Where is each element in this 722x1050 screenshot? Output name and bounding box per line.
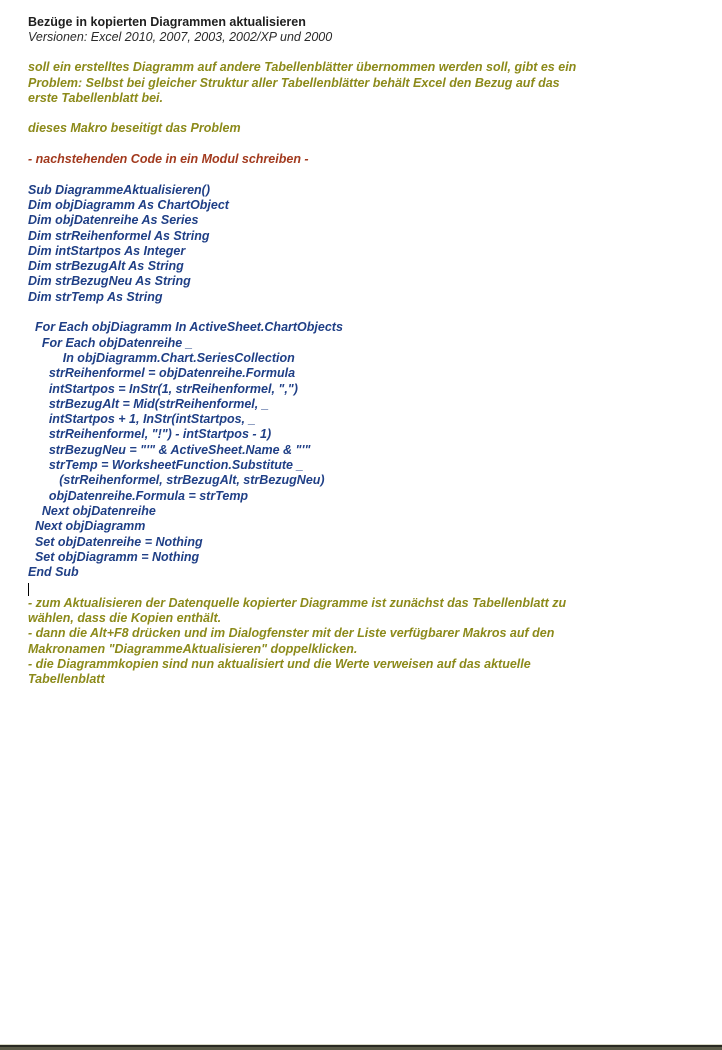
text-cursor xyxy=(28,583,29,596)
code-body xyxy=(28,320,708,580)
intro-line: Problem: Selbst bei gleicher Struktur aller Tabellenblätter behält Excel den Bezug auf das xyxy=(28,75,560,90)
code-line: strTemp = WorksheetFunction.Substitute _ xyxy=(28,458,304,473)
note-line: - zum Aktualisieren der Datenquelle kopierter Diagramme ist zunächst das Tabellenblatt zu xyxy=(28,595,567,610)
note-line: - dann die Alt+F8 drücken und im Dialogfenster mit der Liste verfügbarer Makros auf den xyxy=(28,626,555,641)
code-line: Dim intStartpos As Integer xyxy=(28,243,186,258)
note-line: Tabellenblatt xyxy=(28,672,105,687)
code-line: For Each objDatenreihe _ xyxy=(28,335,193,350)
document-title: Bezüge in kopierten Diagrammen aktualisieren xyxy=(28,15,306,29)
intro-line: soll ein erstelltes Diagramm auf andere Tabellenblätter übernommen werden soll, gibt es ein xyxy=(28,60,577,75)
note-line: wählen, dass die Kopien enthält. xyxy=(28,610,222,625)
code-line: Set objDiagramm = Nothing xyxy=(28,549,200,564)
code-line: strReihenformel = objDatenreihe.Formula xyxy=(28,366,296,381)
code-line: Next objDatenreihe xyxy=(28,503,156,518)
solution-line: dieses Makro beseitigt das Problem xyxy=(28,121,241,136)
code-line: objDatenreihe.Formula = strTemp xyxy=(28,488,249,503)
code-line: Dim objDiagramm As ChartObject xyxy=(28,197,229,212)
code-line: In objDiagramm.Chart.SeriesCollection xyxy=(28,350,295,365)
note-line: - die Diagrammkopien sind nun aktualisiert und die Werte verweisen auf das aktuelle xyxy=(28,656,531,671)
code-line: strBezugNeu = "'" & ActiveSheet.Name & "'" xyxy=(28,442,311,457)
note-line: Makronamen "DiagrammeAktualisieren" doppelklicken. xyxy=(28,641,358,656)
instruction-line: - nachstehenden Code in ein Modul schreiben - xyxy=(28,152,309,167)
code-line: Dim strBezugNeu As String xyxy=(28,274,191,289)
code-line: For Each objDiagramm In ActiveSheet.ChartObjects xyxy=(28,320,343,335)
document-page xyxy=(28,15,708,687)
code-line: strReihenformel, "!") - intStartpos - 1) xyxy=(28,427,272,442)
notes-paragraph xyxy=(28,596,708,688)
versions-line: Versionen: Excel 2010, 2007, 2003, 2002/XP und 2000 xyxy=(28,30,333,44)
code-line: Set objDatenreihe = Nothing xyxy=(28,534,203,549)
intro-line: erste Tabellenblatt bei. xyxy=(28,90,163,105)
code-declarations xyxy=(28,183,708,305)
code-line: Next objDiagramm xyxy=(28,519,146,534)
text-cursor-line[interactable] xyxy=(28,580,708,595)
code-line: Sub DiagrammeAktualisieren() xyxy=(28,182,210,197)
code-line: Dim strBezugAlt As String xyxy=(28,259,184,274)
intro-paragraph xyxy=(28,60,708,106)
code-line: Dim strTemp As String xyxy=(28,289,163,304)
code-line: strBezugAlt = Mid(strReihenformel, _ xyxy=(28,396,269,411)
code-line: intStartpos = InStr(1, strReihenformel, ",") xyxy=(28,381,298,396)
code-line: End Sub xyxy=(28,565,79,580)
code-line: Dim objDatenreihe As Series xyxy=(28,213,199,228)
code-line: Dim strReihenformel As String xyxy=(28,228,210,243)
window-bottom-border xyxy=(0,1044,722,1050)
code-line: intStartpos + 1, InStr(intStartpos, _ xyxy=(28,412,256,427)
code-line: (strReihenformel, strBezugAlt, strBezugNeu) xyxy=(28,473,325,488)
